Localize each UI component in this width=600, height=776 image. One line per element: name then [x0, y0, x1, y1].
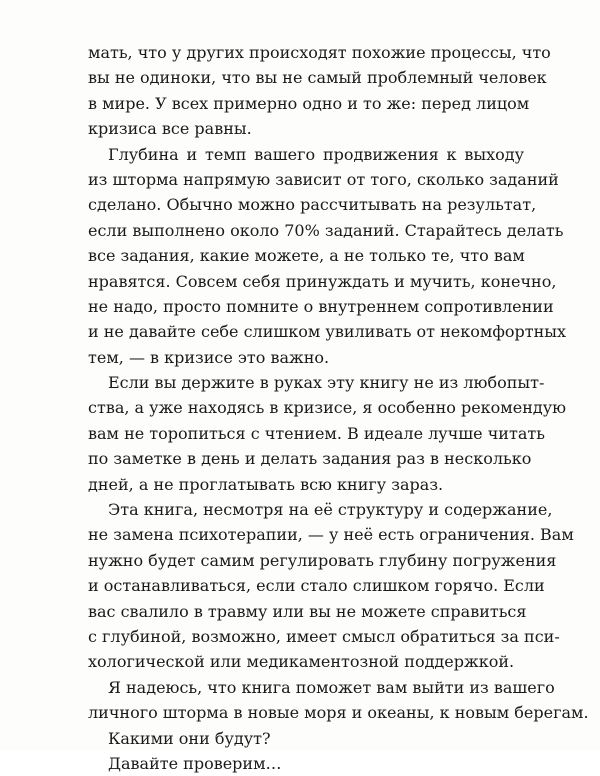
paragraph-1-line-2: вы не одиноки, что вы не самый проблемный человек	[88, 68, 547, 88]
paragraph-2-line-7: не надо, просто помните о внутреннем сопротивлении	[88, 296, 554, 316]
paragraph-2-line-4: если выполнено около 70% заданий. Старайтесь делать	[88, 220, 564, 240]
paragraph-2-line-9: тем, — в кризисе это важно.	[88, 347, 330, 367]
paragraph-3-line-1: Если вы держите в руках эту книгу не из любопыт-	[108, 373, 545, 393]
paragraph-4-line-1: Эта книга, несмотря на её структуру и содержание,	[108, 500, 553, 520]
paragraph-2-line-2: из шторма напрямую зависит от того, сколько заданий	[88, 169, 559, 189]
paragraph-4-line-2: не замена психотерапии, — у неё есть ограничения. Вам	[88, 525, 574, 545]
paragraph-2-line-6: нравятся. Совсем себя принуждать и мучить, конечно,	[88, 271, 557, 291]
paragraph-4-line-7: хологической или медикаментозной поддержкой.	[88, 652, 515, 672]
paragraph-2-line-1: Глубина и темп вашего продвижения к выходу	[108, 144, 524, 164]
paragraph-3-line-3: вам не торопиться с чтением. В идеале лучше читать	[88, 423, 545, 443]
paragraph-2-line-5: все задания, какие можете, а не только те, что вам	[88, 246, 525, 266]
paragraph-4-line-5: вас свалило в травму или вы не можете справиться	[88, 601, 527, 621]
paragraph-5-line-2: личного шторма в новые моря и океаны, к новым берегам.	[88, 703, 589, 723]
paragraph-6-line-1: Какими они будут?	[108, 728, 271, 748]
paragraph-5-line-1: Я надеюсь, что книга поможет вам выйти из вашего	[108, 677, 555, 697]
paragraph-3-line-2: ства, а уже находясь в кризисе, я особенно рекомендую	[88, 398, 567, 418]
page-text	[88, 40, 589, 776]
paragraph-3-line-5: дней, а не проглатывать всю книгу зараз.	[88, 474, 444, 494]
paragraph-3-line-4: по заметке в день и делать задания раз в несколько	[88, 449, 532, 469]
paragraph-2-line-8: и не давайте себе слишком увиливать от некомфортных	[88, 322, 566, 342]
paragraph-4-line-4: и останавливаться, если стало слишком горячо. Если	[88, 576, 545, 596]
paragraph-7-line-1: Давайте проверим…	[108, 753, 282, 773]
paragraph-2-line-3: сделано. Обычно можно рассчитывать на результат,	[88, 195, 537, 215]
paragraph-1-line-4: кризиса все равны.	[88, 119, 252, 139]
paragraph-4-line-3: нужно будет самим регулировать глубину погружения	[88, 550, 557, 570]
paragraph-1-line-1: мать, что у других происходят похожие процессы, что	[88, 43, 551, 62]
paragraph-1-line-3: в мире. У всех примерно одно и то же: перед лицом	[88, 93, 530, 113]
paragraph-4-line-6: с глубиной, возможно, имеет смысл обратиться за пси-	[88, 626, 560, 646]
